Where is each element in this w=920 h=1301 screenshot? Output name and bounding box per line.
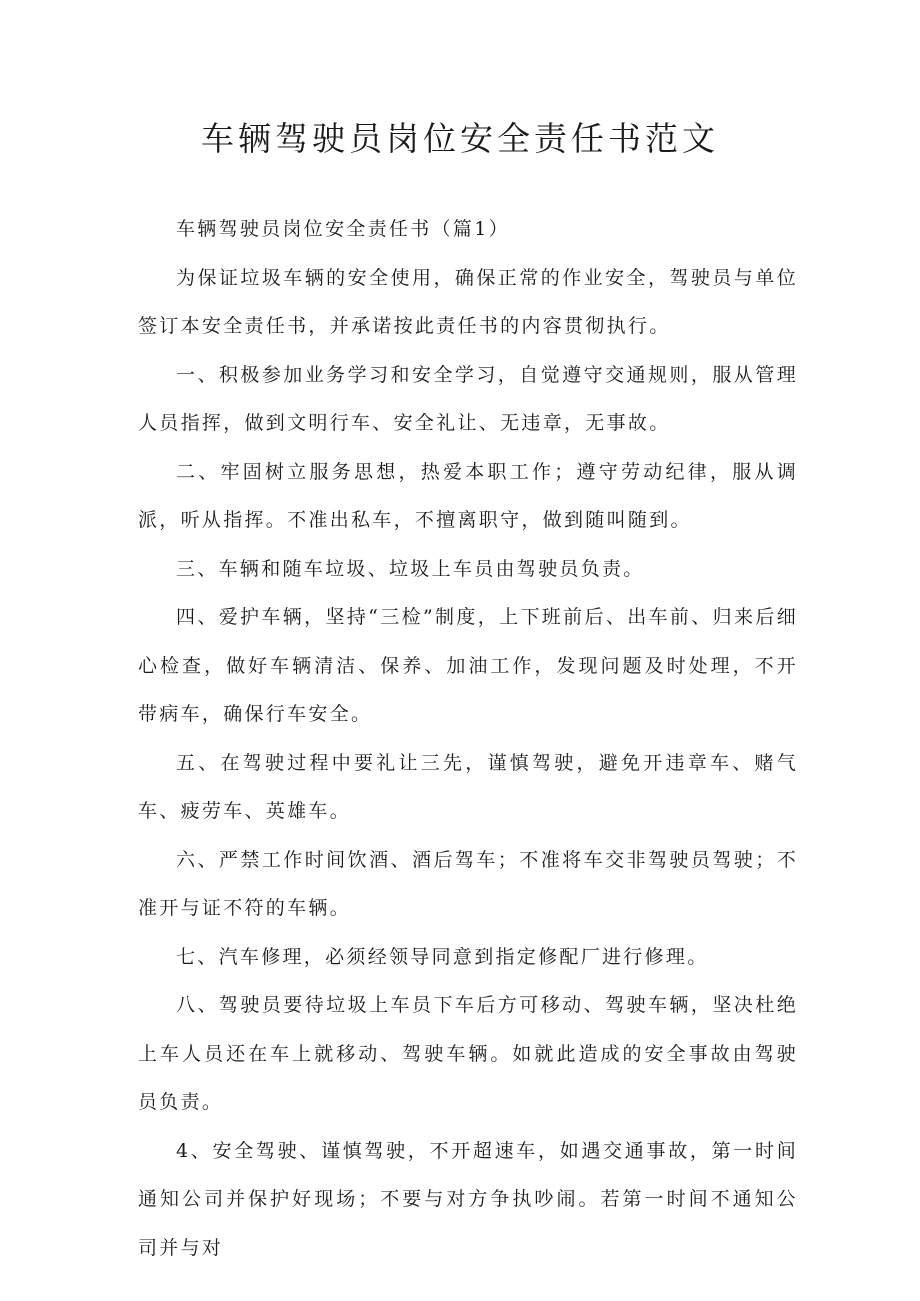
section-heading: 车辆驾驶员岗位安全责任书（篇1） <box>176 218 510 240</box>
paragraph-item-6: 六、严禁工作时间饮酒、酒后驾车；不准将车交非驾驶员驾驶；不准开与证不符的车辆。 <box>138 848 798 919</box>
document-body <box>138 205 798 1272</box>
paragraph-item-2: 二、牢固树立服务思想，热爱本职工作；遵守劳动纪律，服从调派，听从指挥。不准出私车，不擅离职守，做到随叫随到。 <box>138 460 798 531</box>
document-title: 车辆驾驶员岗位安全责任书范文 <box>201 119 719 158</box>
paragraph-item-3: 三、车辆和随车垃圾、垃圾上车员由驾驶员负责。 <box>176 557 645 580</box>
paragraph-item-8: 八、驾驶员要待垃圾上车员下车后方可移动、驾驶车辆，坚决杜绝上车人员还在车上就移动、驾驶车辆。如就此造成的安全事故由驾驶员负责。 <box>138 994 798 1113</box>
paragraph-item-7: 七、汽车修理，必须经领导同意到指定修配厂进行修理。 <box>176 945 709 968</box>
paragraph-item-safe-driving: 4、安全驾驶、谨慎驾驶，不开超速车，如遇交通事故，第一时间通知公司并保护好现场；不要与对方争执吵闹。若第一时间不通知公司并与对 <box>138 1139 798 1259</box>
paragraph-intro: 为保证垃圾车辆的安全使用，确保正常的作业安全，驾驶员与单位签订本安全责任书，并承诺按此责任书的内容贯彻执行。 <box>138 266 798 337</box>
paragraph-item-1: 一、积极参加业务学习和安全学习，自觉遵守交通规则，服从管理人员指挥，做到文明行车、安全礼让、无违章，无事故。 <box>138 363 798 434</box>
paragraph-item-4: 四、爱护车辆，坚持“三检”制度，上下班前后、出车前、归来后细心检查，做好车辆清洁、保养、加油工作，发现问题及时处理，不开带病车，确保行车安全。 <box>138 606 798 725</box>
paragraph-item-5: 五、在驾驶过程中要礼让三先，谨慎驾驶，避免开违章车、赌气车、疲劳车、英雄车。 <box>138 751 798 822</box>
